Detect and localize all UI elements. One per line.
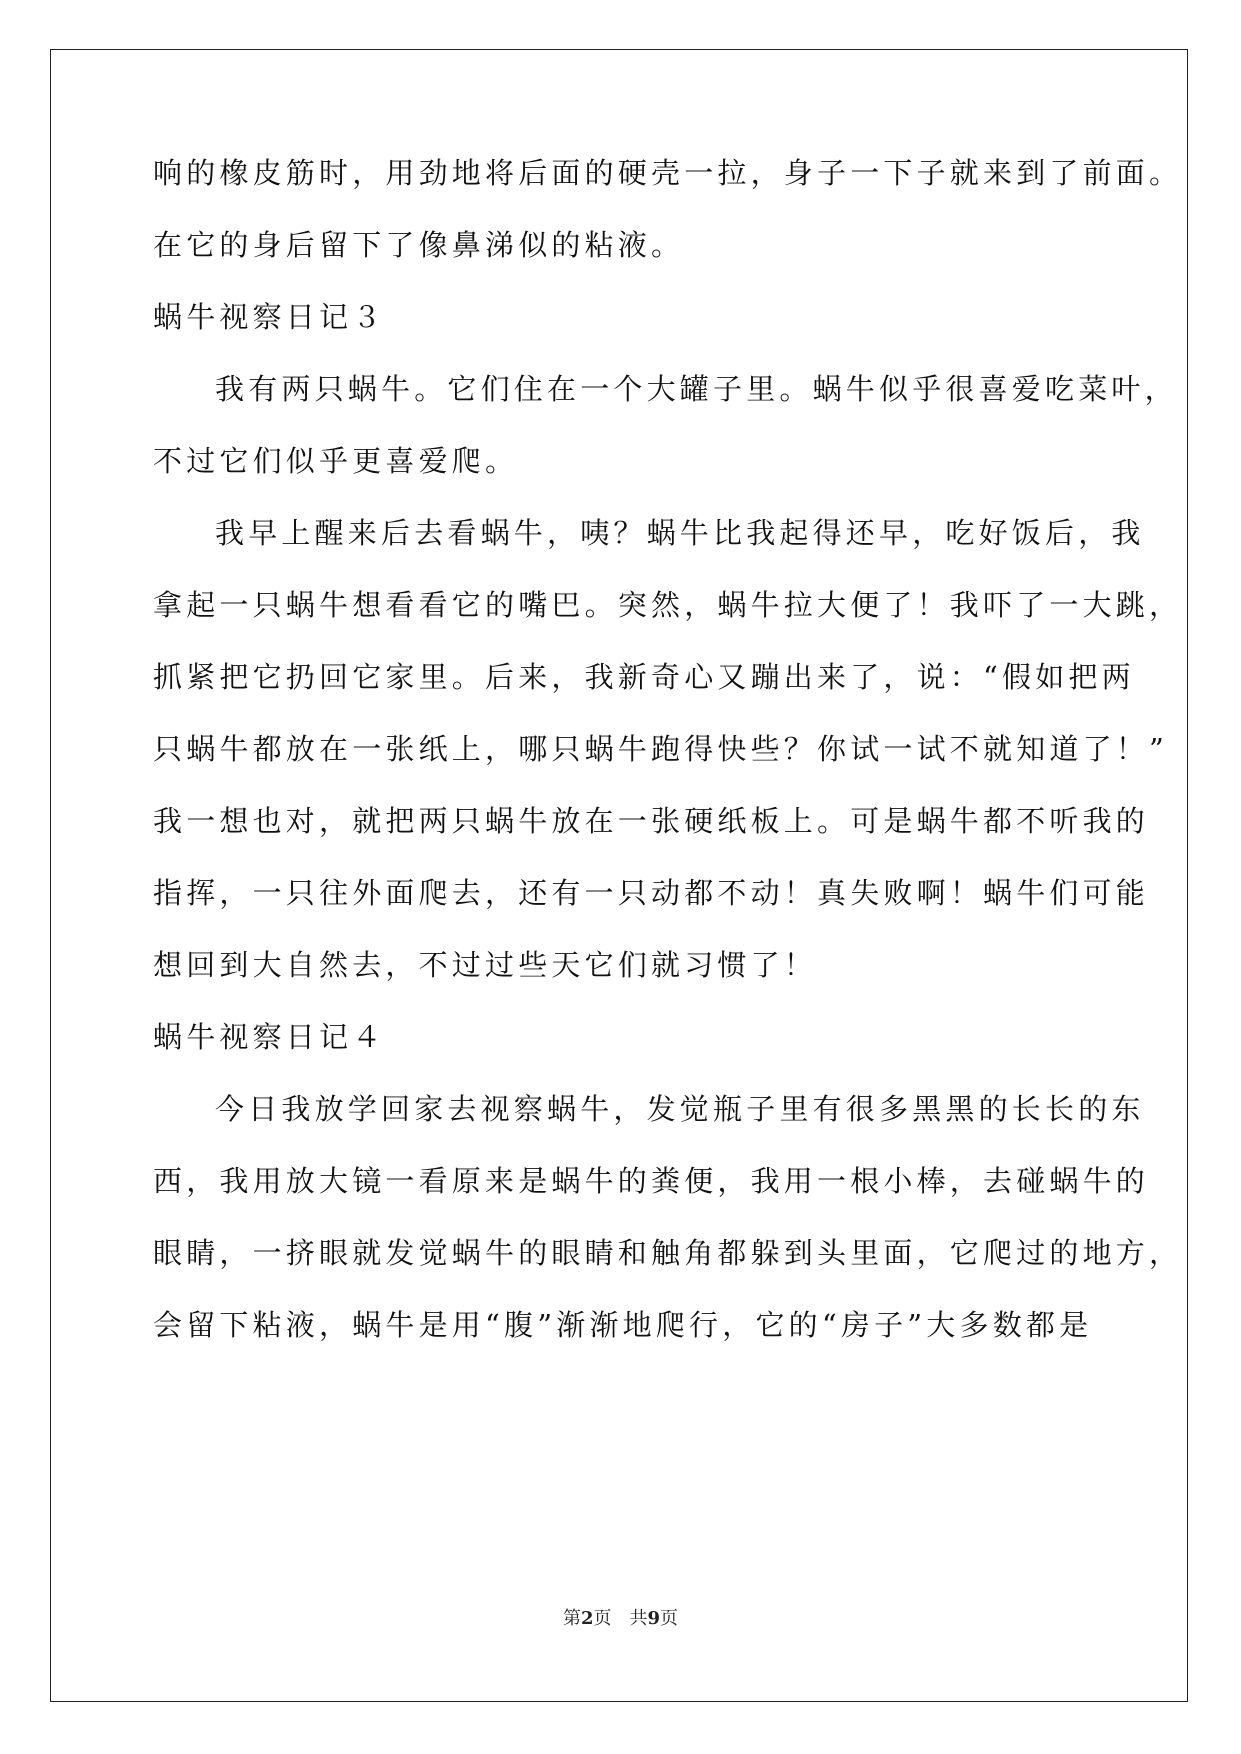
paragraph-line: 会留下粘液，蜗牛是用“腹”渐渐地爬行，它的“房子”大多数都是 bbox=[153, 1308, 1093, 1342]
paragraph-line: 拿起一只蜗牛想看看它的嘴巴。突然，蜗牛拉大便了！我吓了一大跳， bbox=[153, 588, 1183, 622]
page-footer bbox=[0, 1608, 1241, 1630]
section-heading: 蜗牛视察日记４ bbox=[153, 1020, 386, 1054]
paragraph-line: 我有两只蜗牛。它们住在一个大罐子里。蜗牛似乎很喜爱吃菜叶， bbox=[215, 372, 1178, 406]
paragraph-line: 在它的身后留下了像鼻涕似的粘液。 bbox=[153, 228, 685, 262]
paragraph-line: 响的橡皮筋时，用劲地将后面的硬壳一拉，身子一下子就来到了前面。 bbox=[153, 156, 1183, 190]
page-suffix: 页 bbox=[660, 1608, 679, 1629]
paragraph-line: 我一想也对，就把两只蜗牛放在一张硬纸板上。可是蜗牛都不听我的 bbox=[153, 804, 1150, 838]
paragraph-line: 不过它们似乎更喜爱爬。 bbox=[153, 444, 519, 478]
page-prefix: 第 bbox=[562, 1608, 581, 1629]
paragraph-line: 今日我放学回家去视察蜗牛，发觉瓶子里有很多黑黑的长长的东 bbox=[215, 1092, 1145, 1126]
paragraph-line: 眼睛，一挤眼就发觉蜗牛的眼睛和触角都躲到头里面，它爬过的地方， bbox=[153, 1236, 1183, 1270]
section-heading: 蜗牛视察日记３ bbox=[153, 300, 386, 334]
paragraph-line: 只蜗牛都放在一张纸上，哪只蜗牛跑得快些？你试一试不就知道了！” bbox=[153, 732, 1169, 766]
paragraph-line: 指挥，一只往外面爬去，还有一只动都不动！真失败啊！蜗牛们可能 bbox=[153, 876, 1150, 910]
page-total-number: 9 bbox=[647, 1608, 661, 1629]
paragraph-line: 想回到大自然去，不过过些天它们就习惯了！ bbox=[153, 948, 818, 982]
page-current-number: 2 bbox=[580, 1608, 594, 1629]
paragraph-line: 我早上醒来后去看蜗牛，咦？蜗牛比我起得还早，吃好饭后，我 bbox=[215, 516, 1145, 550]
paragraph-line: 抓紧把它扔回它家里。后来，我新奇心又蹦出来了，说：“假如把两 bbox=[153, 660, 1135, 694]
page-mid: 页 共 bbox=[593, 1608, 648, 1629]
paragraph-line: 西，我用放大镜一看原来是蜗牛的粪便，我用一根小棒，去碰蜗牛的 bbox=[153, 1164, 1150, 1198]
